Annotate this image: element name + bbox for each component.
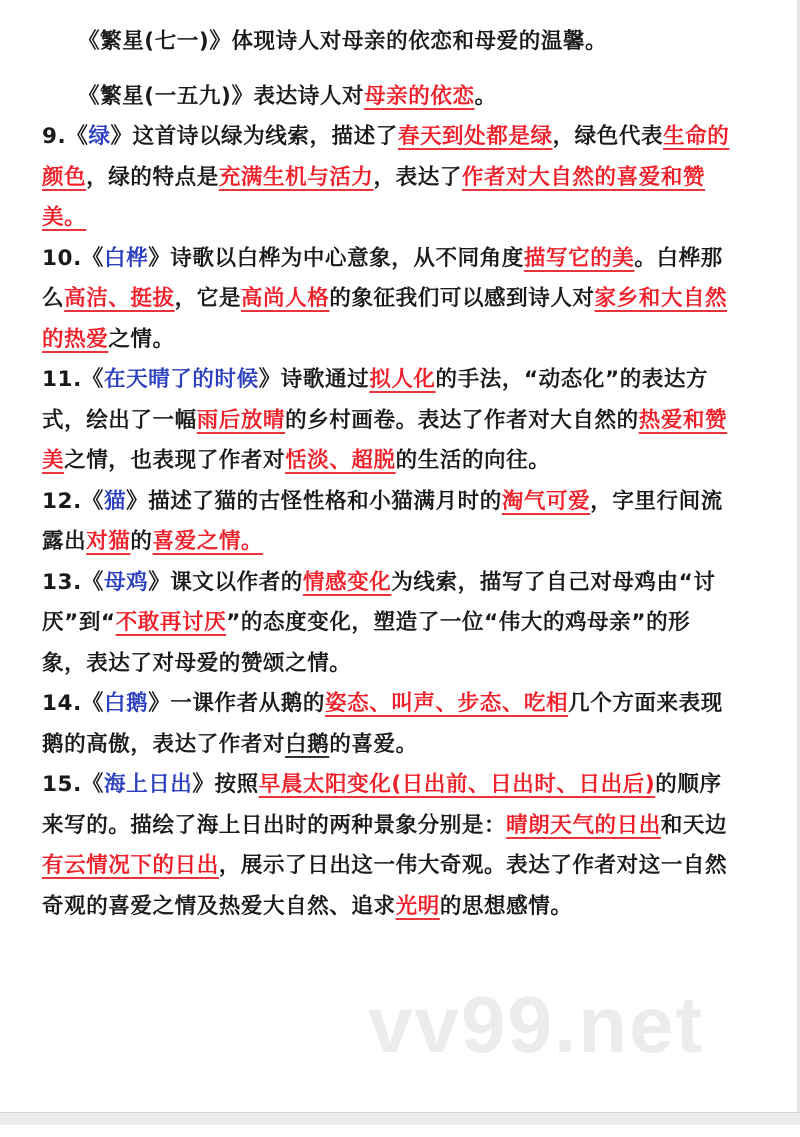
body-text: 几个方面来表现鹅的高傲，表达了作者对 (42, 691, 723, 757)
body-text: 。白桦那么 (42, 245, 723, 311)
body-text: 》一课作者从鹅的 (148, 691, 326, 716)
body-text: 11.《 (42, 367, 104, 392)
document-content (42, 22, 732, 927)
lesson-title: 海上日出 (104, 772, 193, 797)
body-text: ，绿的特点是 (86, 164, 219, 190)
body-text: ，它是 (174, 286, 241, 311)
body-text: 10.《 (42, 245, 104, 271)
watermark: vv99.net (368, 980, 705, 1069)
paragraph-fanxing-71 (42, 22, 732, 63)
paragraph-item-9 (42, 117, 732, 239)
body-text: 》按照 (192, 772, 259, 797)
lesson-title: 白鹅 (104, 691, 149, 716)
lesson-title: 绿 (88, 124, 111, 149)
body-text: 9.《 (42, 124, 89, 149)
key-point-highlight: 晴朗天气的日出 (506, 812, 661, 838)
next-page-top (0, 1125, 800, 1137)
body-text: 》描述了猫的古怪性格和小猫满月时的 (126, 488, 502, 514)
key-point-highlight: 对猫 (86, 529, 131, 554)
key-point-highlight: 淘气可爱 (501, 488, 591, 514)
key-point-highlight: 拟人化 (369, 367, 436, 392)
lesson-title: 在天晴了的时候 (104, 367, 259, 392)
body-text: 》课文以作者的 (148, 569, 303, 595)
body-text: 13.《 (42, 569, 104, 595)
key-point-highlight: 高洁、挺拔 (64, 286, 175, 311)
body-text: 15.《 (42, 772, 104, 797)
underlined-text: 白鹅 (285, 731, 330, 757)
key-point-highlight: 描写它的美 (523, 245, 635, 271)
body-text: ，表达了 (373, 164, 462, 190)
body-text: 12.《 (42, 488, 104, 514)
body-text: 的乡村画卷。表达了作者对大自然的 (285, 407, 639, 433)
body-text: 的象征我们可以感到诗人对 (329, 286, 595, 311)
body-text: 》诗歌通过 (258, 367, 370, 392)
body-text: ”的态度变化，塑造了一位“伟大的鸡母亲”的形象，表达了对母爱的赞颂之情。 (42, 610, 691, 676)
key-point-highlight: 不敢再讨厌 (115, 610, 227, 635)
lesson-title: 白桦 (104, 245, 149, 271)
key-point-highlight: 充满生机与活力 (218, 164, 374, 190)
paragraph-item-10 (42, 239, 732, 361)
lesson-title: 母鸡 (104, 569, 149, 595)
body-text: ，字里行间流露出 (42, 488, 723, 554)
paragraph-item-11 (42, 360, 732, 482)
key-point-highlight: 春天到处都是绿 (397, 124, 553, 149)
key-point-highlight: 作者对大自然的喜爱和赞美。 (42, 164, 706, 230)
body-text: 《繁星(七一)》体现诗人对母亲的依恋和母爱的温馨。 (78, 29, 608, 54)
body-text: 《繁星(一五九)》表达诗人对 (78, 83, 365, 109)
key-point-highlight: 母亲的依恋 (364, 83, 475, 109)
body-text: 为线索，描写了自己对母鸡由“讨厌”到“ (42, 569, 716, 635)
paragraph-item-14 (42, 684, 732, 765)
body-text: 》诗歌以白桦为中心意象，从不同角度 (148, 245, 524, 271)
paragraph-item-13 (42, 563, 732, 685)
body-text: 的生活的向往。 (395, 448, 551, 473)
body-text: 》这首诗以绿为线索，描述了 (110, 124, 398, 149)
key-point-highlight: 姿态、叫声、步态、吃相 (325, 691, 569, 716)
key-point-highlight: 早晨太阳变化(日出前、日出时、日出后) (258, 772, 656, 797)
key-point-highlight: 雨后放晴 (196, 407, 286, 433)
key-point-highlight: 恬淡、超脱 (285, 448, 396, 473)
paragraph-item-15 (42, 765, 732, 927)
page-separator-bar (0, 1112, 800, 1126)
key-point-highlight: 光明 (395, 893, 440, 919)
body-text: 的 (130, 529, 153, 554)
body-text: 之情。 (108, 326, 175, 352)
paragraph-fanxing-159 (42, 77, 732, 118)
body-text: 的顺序来写的。描绘了海上日出时的两种景象分别是： (42, 772, 722, 838)
body-text: 和天边 (660, 812, 728, 838)
lesson-title: 猫 (104, 488, 127, 514)
key-point-highlight: 热爱和赞美 (42, 407, 728, 473)
body-text: 14.《 (42, 691, 104, 716)
body-text: 的手法，“动态化”的表达方式，绘出了一幅 (42, 367, 709, 433)
body-text: 之情，也表现了作者对 (64, 448, 286, 473)
body-text: 。 (474, 83, 497, 109)
key-point-highlight: 生命的颜色 (42, 124, 730, 190)
key-point-highlight: 家乡和大自然的热爱 (42, 286, 728, 352)
key-point-highlight: 情感变化 (302, 569, 392, 595)
body-text: 的思想感情。 (439, 893, 573, 919)
body-text: ，绿色代表 (552, 124, 664, 149)
paragraph-item-12 (42, 482, 732, 563)
body-text: ，展示了日出这一伟大奇观。表达了作者对这一自然奇观的喜爱之情及热爱大自然、追求 (42, 853, 728, 919)
key-point-highlight: 有云情况下的日出 (42, 853, 219, 878)
body-text: 的喜爱。 (329, 731, 418, 757)
key-point-highlight: 高尚人格 (240, 286, 330, 311)
key-point-highlight: 喜爱之情。 (152, 529, 264, 554)
